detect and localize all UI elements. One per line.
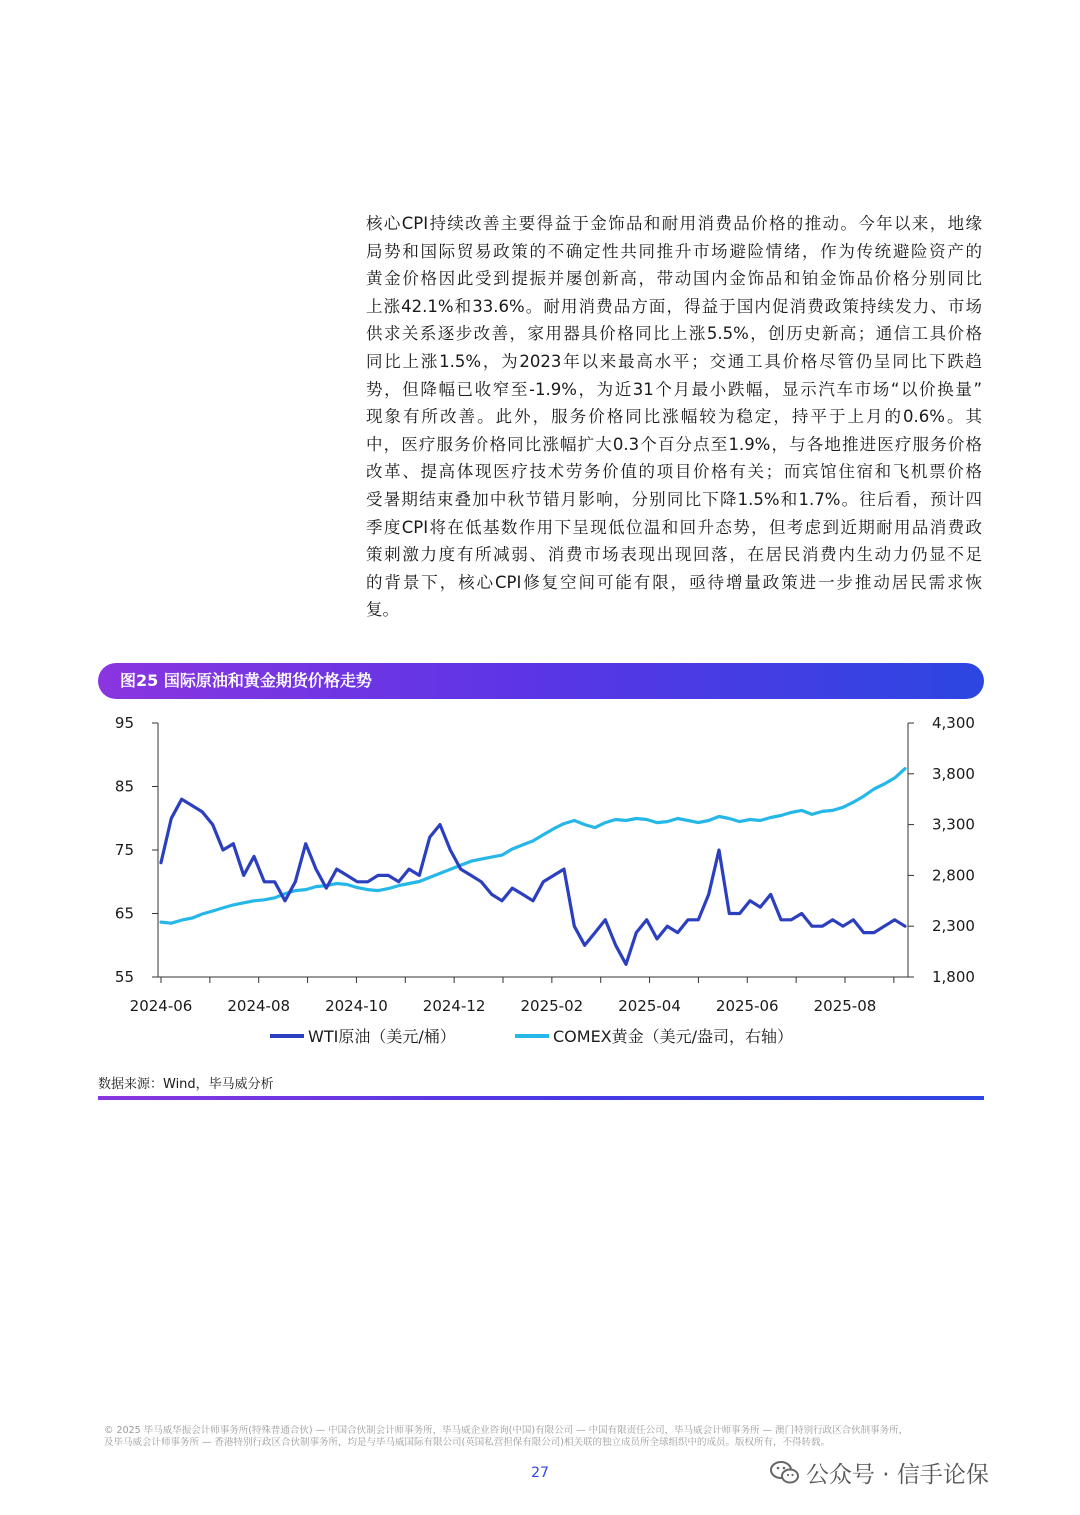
body-line: 供求关系逐步改善，家用器具价格同比上涨5.5%，创历史新高；通信工具价格 (366, 324, 982, 344)
body-line: 上涨42.1%和33.6%。耐用消费品方面，得益于国内促消费政策持续发力、市场 (366, 296, 982, 316)
x-tick-label: 2025-06 (715, 997, 779, 1015)
data-source: 数据来源：Wind，毕马威分析 (98, 1077, 274, 1092)
body-line: 中，医疗服务价格同比涨幅扩大0.3个百分点至1.9%，与各地推进医疗服务价格 (366, 434, 982, 454)
footer-line-2: 及毕马威会计师事务所 — 香港特别行政区合伙制事务所，均是与毕马威国际有限公司(英国私营担保有限公司)相关联的独立成员所全球组织中的成员。版权所有，不得转载。 (104, 1437, 830, 1448)
y-right-tick-label: 2,800 (932, 866, 975, 885)
x-tick-label: 2024-06 (129, 997, 193, 1015)
body-paragraph (366, 210, 982, 624)
body-line: 改革、提高体现医疗技术劳务价值的项目价格有关；而宾馆住宿和飞机票价格 (366, 462, 982, 482)
legend-item-gold (515, 1024, 793, 1047)
bottom-divider (98, 1096, 984, 1100)
watermark (770, 1456, 989, 1490)
y-left-tick-label: 55 (114, 968, 134, 986)
series-line-wti (161, 799, 905, 964)
y-right-tick-label: 3,800 (932, 764, 975, 783)
body-line: 黄金价格因此受到提振并屡创新高，带动国内金饰品和铂金饰品价格分别同比 (366, 269, 982, 289)
page-number: 27 (531, 1465, 549, 1481)
footer-line-1: © 2025 毕马威华振会计师事务所(特殊普通合伙) — 中国合伙制会计师事务所，毕马威企业咨询(中国)有限公司 — 中国有限责任公司，毕马威会计师事务所 — 澳门特别行政区合伙制事务所， (104, 1425, 909, 1436)
y-left-tick-label: 75 (114, 841, 134, 859)
body-line: 受暑期结束叠加中秋节错月影响，分别同比下降1.5%和1.7%。往后看，预计四 (366, 489, 982, 509)
y-right-tick-label: 2,300 (932, 917, 975, 936)
x-tick-label: 2025-02 (520, 997, 584, 1015)
x-tick-label: 2025-08 (813, 997, 877, 1015)
x-tick-label: 2024-12 (422, 997, 486, 1015)
body-line: 同比上涨1.5%，为2023年以来最高水平；交通工具价格尽管仍呈同比下跌趋 (366, 351, 982, 371)
y-right-tick-label: 3,300 (932, 815, 975, 834)
body-line: 核心CPI持续改善主要得益于金饰品和耐用消费品价格的推动。今年以来，地缘 (366, 214, 982, 233)
body-line: 策刺激力度有所减弱、消费市场表现出现回落，在居民消费内生动力仍显不足 (366, 545, 982, 565)
body-line: 的背景下，核心CPI修复空间可能有限，亟待增量政策进一步推动居民需求恢 (366, 572, 982, 592)
figure-title: 图25 国际原油和黄金期货价格走势 (120, 671, 372, 690)
y-left-tick-label: 95 (114, 714, 134, 732)
body-line: 局势和国际贸易政策的不确定性共同推升市场避险情绪，作为传统避险资产的 (366, 241, 982, 261)
y-right-tick-label: 1,800 (932, 968, 975, 986)
legend-swatch-wti (270, 1034, 304, 1038)
x-tick-label: 2025-04 (618, 997, 681, 1015)
legend-item-wti (270, 1024, 456, 1047)
body-line: 现象有所改善。此外，服务价格同比涨幅较为稳定，持平于上月的0.6%。其 (366, 407, 982, 427)
body-line: 季度CPI将在低基数作用下呈现低位温和回升态势，但考虑到近期耐用品消费政 (366, 517, 982, 537)
figure-title-bar (98, 663, 984, 699)
legend-swatch-gold (515, 1034, 549, 1038)
y-right-tick-label: 4,300 (932, 714, 975, 732)
body-line: 复。 (366, 600, 399, 620)
legend-label-wti: WTI原油（美元/桶） (308, 1027, 456, 1046)
y-left-tick-label: 85 (114, 777, 134, 796)
x-tick-label: 2024-08 (227, 997, 291, 1015)
x-tick-label: 2024-10 (325, 997, 388, 1015)
legend-label-gold: COMEX黄金（美元/盎司，右轴） (553, 1027, 794, 1046)
body-line: 势，但降幅已收窄至-1.9%，为近31个月最小跌幅，显示汽车市场“以价换量” (366, 379, 982, 399)
line-chart (98, 705, 984, 1017)
watermark-text: 公众号 · 信手论保 (806, 1462, 989, 1488)
wechat-icon (770, 1460, 800, 1486)
footer-legal (104, 1425, 984, 1449)
y-left-tick-label: 65 (114, 904, 134, 923)
